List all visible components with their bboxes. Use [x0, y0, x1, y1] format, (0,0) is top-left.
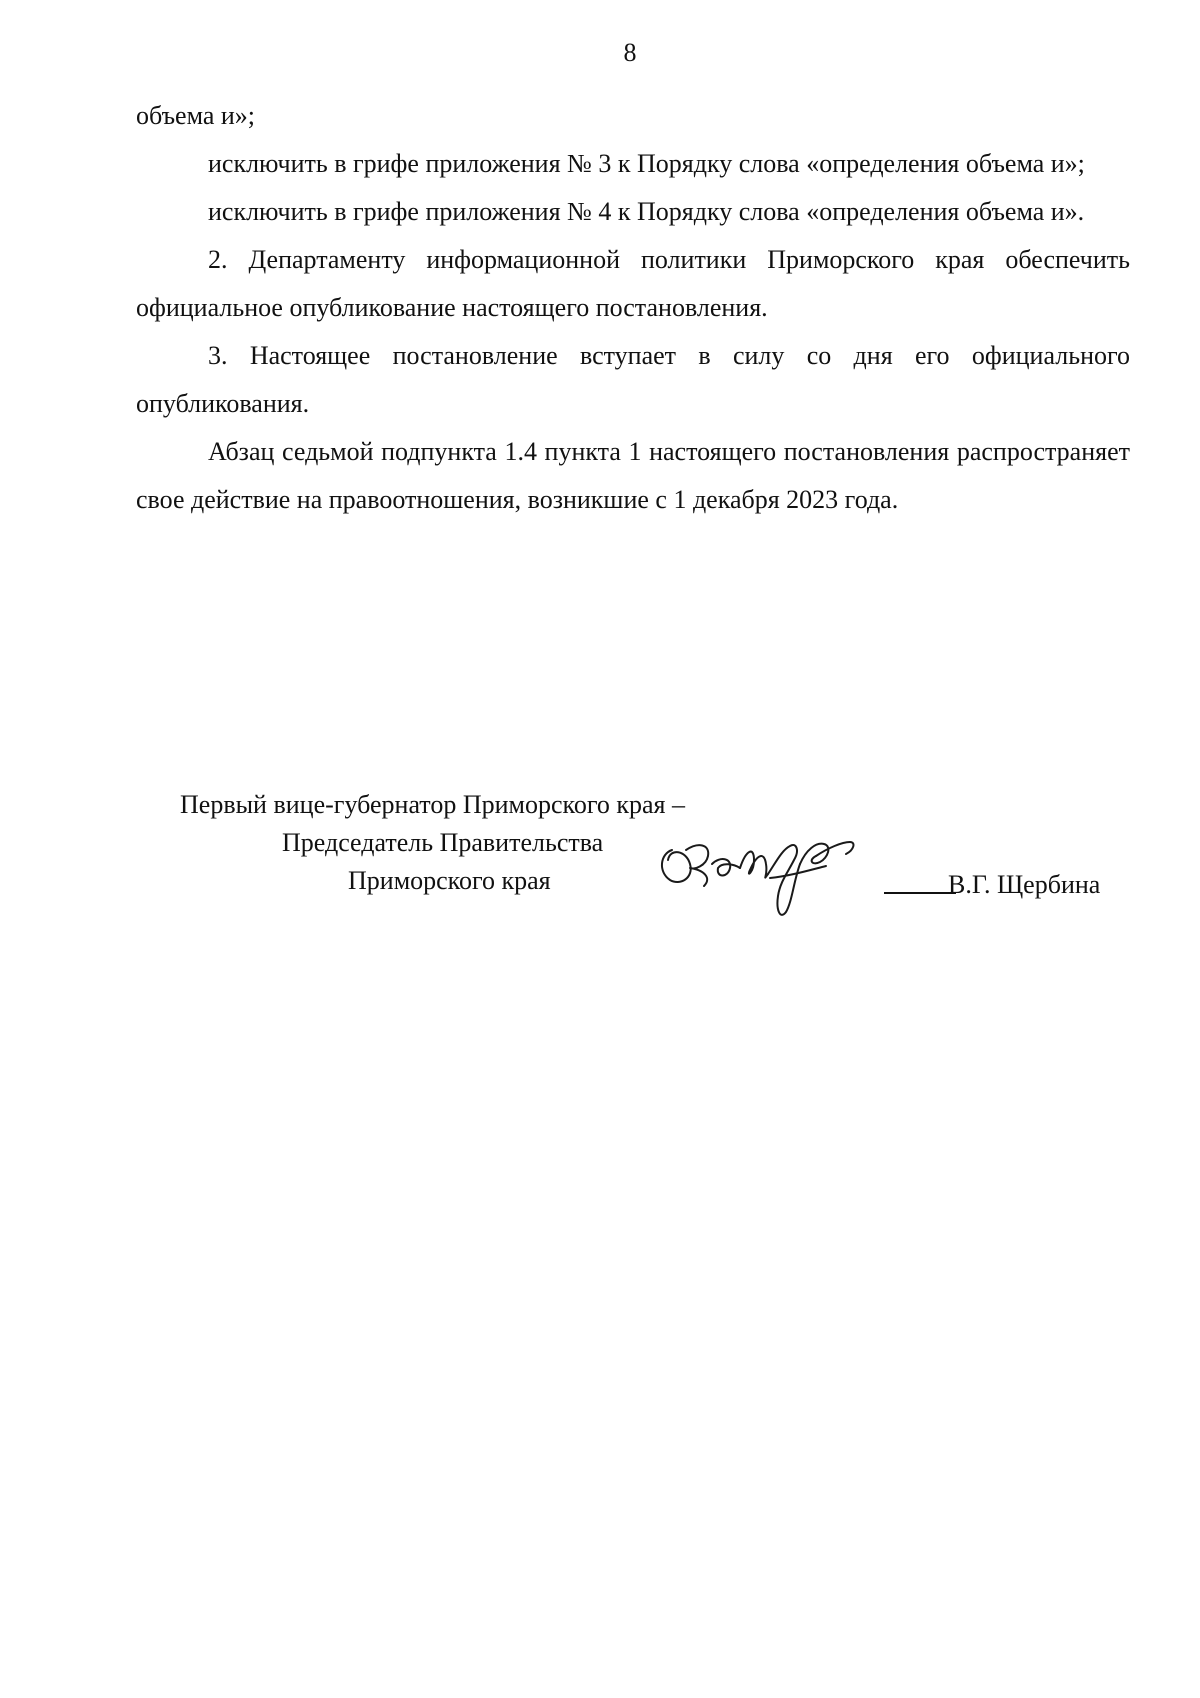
- signatory-position-line-3: Приморского края: [348, 866, 551, 895]
- page-number: 8: [623, 38, 637, 67]
- paragraph-item-2: 2. Департаменту информационной политики Приморского края обеспечить официальное опубликование настоящего постановления.: [136, 245, 1130, 322]
- paragraph-item-3: 3. Настоящее постановление вступает в силу со дня его официального опубликования.: [136, 341, 1130, 418]
- paragraph-exclude-appendix-3: исключить в грифе приложения № 3 к Порядку слова «определения объема и»;: [208, 149, 1085, 178]
- document-body: [136, 92, 1130, 524]
- paragraph-effective-date: Абзац седьмой подпункта 1.4 пункта 1 настоящего постановления распространяет свое действие на правоотношения, возникшие с 1 декабря 2023 года.: [136, 437, 1130, 514]
- signatory-position-line-2: Председатель Правительства: [282, 828, 604, 857]
- signature-block: [0, 790, 1200, 930]
- paragraph-continuation: объема и»;: [136, 101, 256, 130]
- paragraph-exclude-appendix-4: исключить в грифе приложения № 4 к Порядку слова «определения объема и».: [208, 197, 1085, 226]
- signature-dash: [884, 892, 956, 894]
- signatory-position-line-1: Первый вице-губернатор Приморского края –: [180, 790, 685, 819]
- signatory-name: В.Г. Щербина: [948, 870, 1101, 899]
- handwritten-signature-icon: [650, 820, 880, 930]
